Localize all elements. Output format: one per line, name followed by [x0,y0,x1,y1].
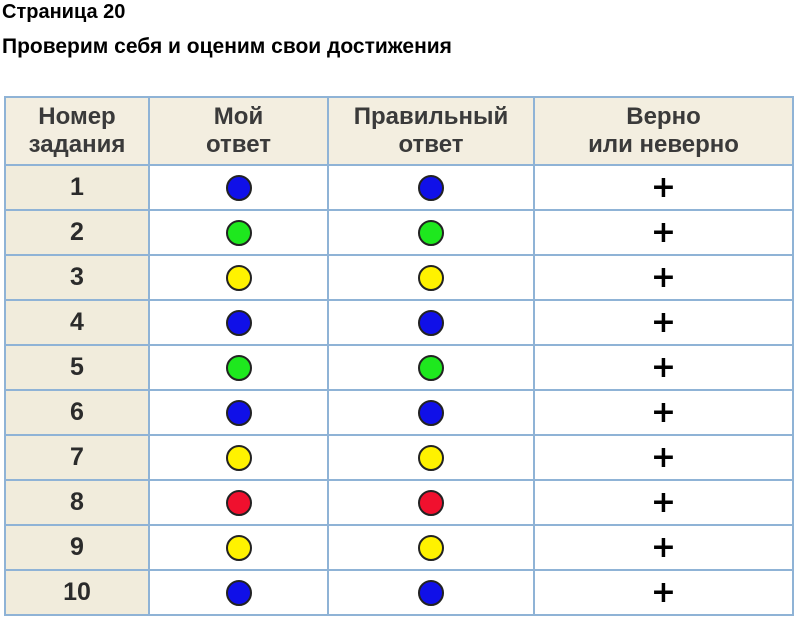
answer-circle-blue [226,310,252,336]
my-answer-cell [149,570,328,615]
correct-answer-cell [328,480,534,525]
my-answer-cell [149,300,328,345]
answer-circle-blue [226,580,252,606]
verdict-cell: + [534,345,793,390]
correct-answer-cell [328,255,534,300]
header-correct-answer-line2: ответ [398,131,464,158]
table-row [5,570,793,615]
correct-answer-cell [328,165,534,210]
table-row [5,300,793,345]
answer-circle-yellow [226,535,252,561]
answer-circle-blue [226,175,252,201]
my-answer-cell [149,390,328,435]
page-subtitle: Проверим себя и оценим свои достижения [2,35,452,58]
table-row [5,345,793,390]
answer-circle-green [226,355,252,381]
task-number-cell: 3 [5,255,149,300]
my-answer-cell [149,525,328,570]
table-row [5,390,793,435]
answer-circle-yellow [226,265,252,291]
my-answer-cell [149,480,328,525]
correct-answer-cell [328,435,534,480]
table-row [5,435,793,480]
task-number-cell: 5 [5,345,149,390]
verdict-cell: + [534,210,793,255]
task-number-cell: 4 [5,300,149,345]
header-verdict-line2: или неверно [588,131,739,158]
answer-circle-green [418,355,444,381]
task-number-cell: 2 [5,210,149,255]
table-row [5,525,793,570]
answer-circle-blue [418,580,444,606]
answer-circle-yellow [226,445,252,471]
header-my-answer [149,97,328,165]
verdict-cell: + [534,570,793,615]
results-table [4,96,794,616]
answer-circle-yellow [418,445,444,471]
task-number-cell: 8 [5,480,149,525]
correct-answer-cell [328,210,534,255]
task-number-cell: 6 [5,390,149,435]
header-row [5,97,793,165]
header-my-answer-line2: ответ [205,131,272,158]
verdict-cell: + [534,525,793,570]
verdict-cell: + [534,390,793,435]
my-answer-cell [149,345,328,390]
correct-answer-cell [328,525,534,570]
task-number-cell: 1 [5,165,149,210]
answer-circle-blue [418,310,444,336]
page-number-label: Страница 20 [2,1,126,23]
correct-answer-cell [328,345,534,390]
answer-circle-red [226,490,252,516]
correct-answer-cell [328,390,534,435]
table-row [5,480,793,525]
header-verdict [534,97,793,165]
my-answer-cell [149,210,328,255]
verdict-cell: + [534,165,793,210]
answer-circle-green [226,220,252,246]
header-verdict-line1: Верно [626,103,701,130]
task-number-cell: 9 [5,525,149,570]
verdict-cell: + [534,435,793,480]
answer-circle-blue [418,400,444,426]
answer-circle-blue [418,175,444,201]
header-correct-answer-line1: Правильный [353,103,509,130]
header-task-number-line2: задания [28,131,126,158]
table-row [5,255,793,300]
correct-answer-cell [328,570,534,615]
verdict-cell: + [534,255,793,300]
my-answer-cell [149,435,328,480]
verdict-cell: + [534,480,793,525]
verdict-cell: + [534,300,793,345]
answer-circle-green [418,220,444,246]
task-number-cell: 10 [5,570,149,615]
answer-circle-red [418,490,444,516]
answer-circle-yellow [418,265,444,291]
answer-circle-blue [226,400,252,426]
table-row [5,210,793,255]
my-answer-cell [149,255,328,300]
answer-circle-yellow [418,535,444,561]
table-row [5,165,793,210]
my-answer-cell [149,165,328,210]
header-correct-answer [328,97,534,165]
header-my-answer-line1: Мой [213,103,264,130]
header-task-number-line1: Номер [38,103,116,130]
task-number-cell: 7 [5,435,149,480]
correct-answer-cell [328,300,534,345]
header-task-number [5,97,149,165]
